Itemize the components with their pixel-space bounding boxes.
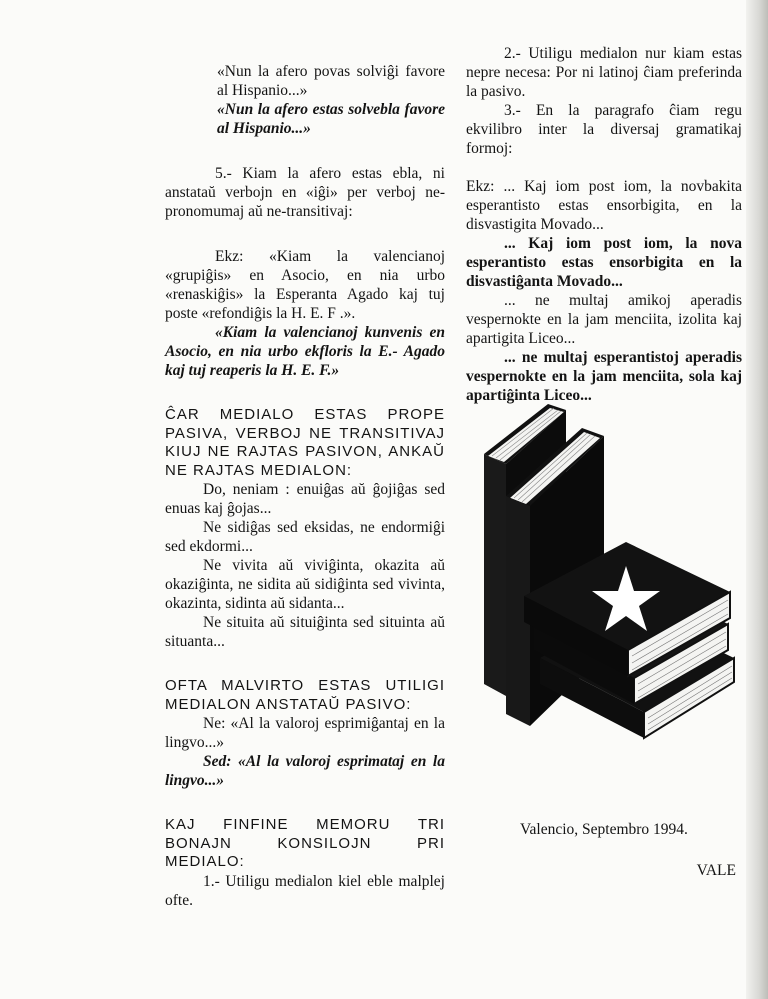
paragraph-ne-situita: Ne situita aŭ situiĝinta sed situinta aŭ situanta... (165, 614, 445, 650)
example-1-plain: Ekz: ... Kaj iom post iom, la novbakita esperantisto estas ensorbigita, en la disvastigita Movado... (466, 178, 742, 233)
example-sed: Sed: «Al la valoroj esprimataj en la lingvo...» (165, 753, 445, 789)
place-date: Valencio, Septembro 1994. (520, 821, 688, 838)
paragraph-do: Do, neniam : enuiĝas aŭ ĝojiĝas sed enuas kaj ĝojas... (165, 481, 445, 517)
left-column (165, 62, 445, 910)
example-bold: «Kiam la valencianoj kunvenis en Asocio, en nia urbo ekfloris la E.- Agado kaj tuj reaperis la H. E. F.» (165, 324, 445, 379)
example-2-plain: ... ne multaj amikoj aperadis vespernokte en la jam menciita, izolita kaj apartigita Liceo... (466, 292, 742, 347)
example-ne: Ne: «Al la valoroj esprimiĝantaj en la lingvo...» (165, 715, 445, 751)
example-plain: Ekz: «Kiam la valencianoj «grupiĝis» en Asocio, en nia urbo «renaskiĝis» la Esperanta Agado kaj tuj poste «refondiĝis la H. E. F .». (165, 248, 445, 322)
scan-edge (746, 0, 768, 999)
paragraph-ne-vivita: Ne vivita aŭ viviĝinta, okazita aŭ okaziĝinta, ne sidita aŭ sidiĝinta sed vivinta, okazinta, sidinta aŭ sidanta... (165, 557, 445, 612)
point-5: 5.- Kiam la afero estas ebla, ni anstataŭ verbojn en «iĝi» per verboj ne-pronomumaj aŭ ne-transitivaj: (165, 165, 445, 220)
heading-medialo-pasiva: ĈAR MEDIALO ESTAS PROPE PASIVA, VERBOJ NE TRANSITIVAJ KIUJ NE RAJTAS PASIVON, ANKAŬ NE RAJTAS MEDIALON: (165, 406, 445, 479)
example-1-bold: ... Kaj iom post iom, la nova esperantisto estas ensorbigita en la disvastiĝanta Movado... (466, 235, 742, 290)
rule-1: 1.- Utiligu medialon kiel eble malplej ofte. (165, 872, 445, 909)
example-2-bold: ... ne multaj esperantistoj aperadis vespernokte en la jam menciita, sola kaj apartiĝinta Liceo... (466, 349, 742, 404)
books-with-star-icon (466, 396, 744, 754)
right-column (466, 44, 742, 405)
paragraph-ne-sidigas: Ne sidiĝas sed eksidas, ne endormiĝi sed ekdormi... (165, 519, 445, 555)
signature: VALE (696, 862, 736, 879)
heading-tri-konsiloj: KAJ FINFINE MEMORU TRI BONAJN KONSILOJN PRI MEDIALO: (165, 816, 445, 870)
rule-3: 3.- En la paragrafo ĉiam regu ekvilibro inter la diversaj gramatikaj formoj: (466, 102, 742, 157)
rule-2: 2.- Utiligu medialon nur kiam estas nepre necesa: Por ni latinoj ĉiam preferinda la pasivo. (466, 45, 742, 100)
quote-bold: «Nun la afero estas solvebla favore al Hispanio...» (217, 101, 445, 137)
closing-block (466, 820, 742, 880)
quote-plain: «Nun la afero povas solviĝi favore al Hispanio...» (217, 63, 445, 99)
heading-ofta-malvirto: OFTA MALVIRTO ESTAS UTILIGI MEDIALON ANSTATAŬ PASIVO: (165, 677, 445, 713)
